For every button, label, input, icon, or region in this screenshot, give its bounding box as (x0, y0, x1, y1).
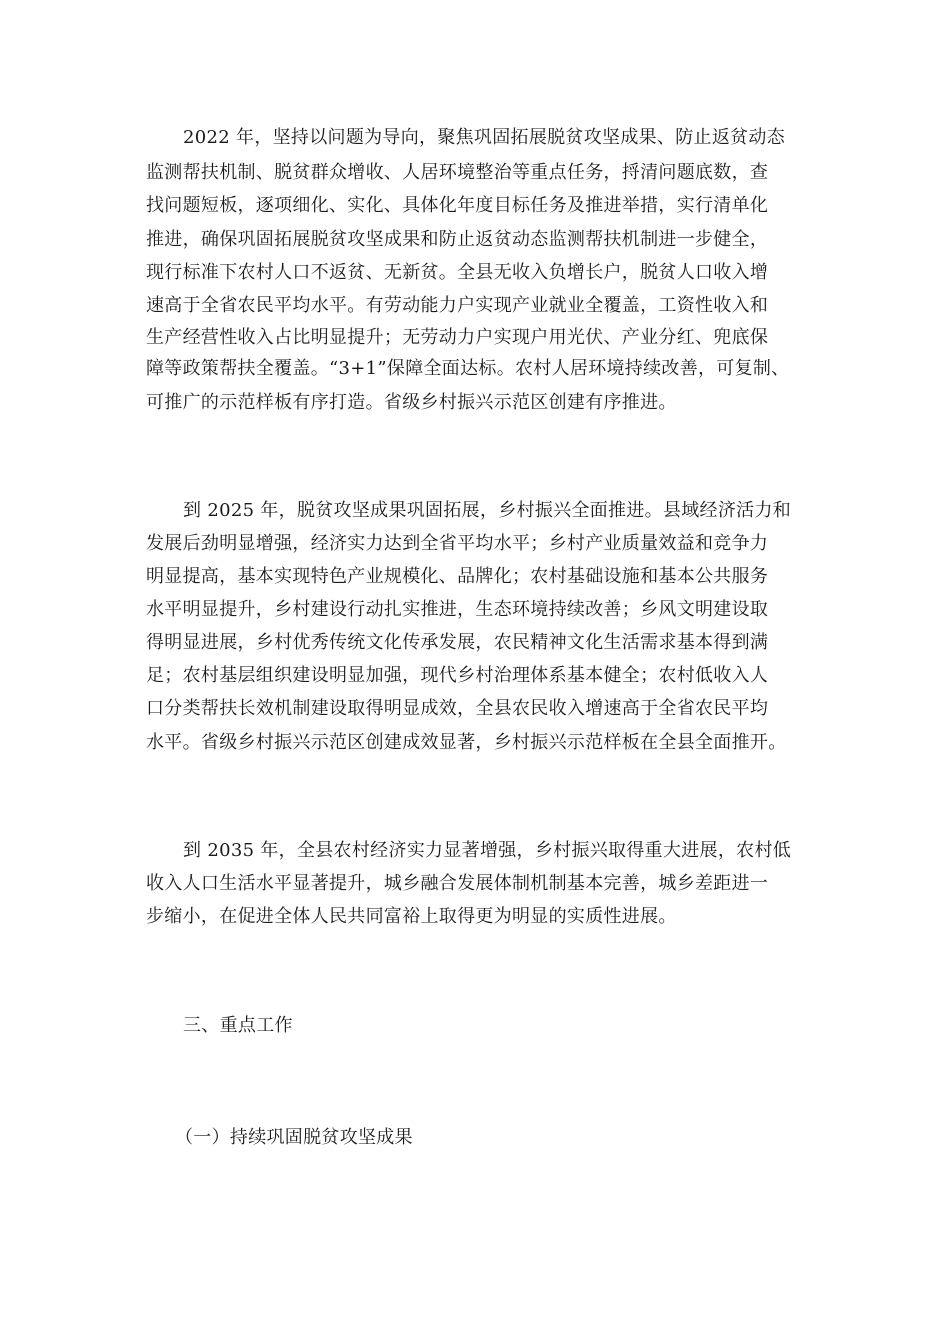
paragraph-line: 速高于全省农民平均水平。有劳动能力户实现产业就业全覆盖，工资性收入和 (146, 295, 769, 316)
subsection-heading: （一）持续巩固脱贫攻坚成果 (175, 1127, 413, 1148)
paragraph-line: 2022 年，坚持以问题为导向，聚焦巩固拓展脱贫攻坚成果、防止返贫动态 (183, 127, 786, 148)
section-heading: 三、重点工作 (183, 1015, 293, 1036)
paragraph-line: 得明显进展，乡村优秀传统文化传承发展，农民精神文化生活需求基本得到满 (146, 632, 769, 653)
paragraph-line: 障等政策帮扶全覆盖。“3+1”保障全面达标。农村人居环境持续改善，可复制、 (146, 358, 790, 379)
paragraph-line: 生产经营性收入占比明显提升；无劳动力户实现户用光伏、产业分红、兜底保 (146, 327, 769, 348)
paragraph-line: 监测帮扶机制、脱贫群众增收、人居环境整治等重点任务，捋清问题底数，查 (146, 162, 769, 183)
paragraph-line: 水平明显提升，乡村建设行动扎实推进，生态环境持续改善；乡风文明建设取 (146, 599, 769, 620)
paragraph-line: 水平。省级乡村振兴示范区创建成效显著，乡村振兴示范样板在全县全面推开。 (146, 732, 787, 753)
paragraph-line: 明显提高，基本实现特色产业规模化、品牌化；农村基础设施和基本公共服务 (146, 566, 769, 587)
paragraph-line: 收入人口生活水平显著提升，城乡融合发展体制机制基本完善，城乡差距进一 (146, 873, 769, 894)
paragraph-line: 推进，确保巩固拓展脱贫攻坚成果和防止返贫动态监测帮扶机制进一步健全， (146, 229, 769, 250)
paragraph-line: 到 2025 年，脱贫攻坚成果巩固拓展，乡村振兴全面推进。县域经济活力和 (183, 500, 792, 521)
paragraph-line: 现行标准下农村人口不返贫、无新贫。全县无收入负增长户，脱贫人口收入增 (146, 262, 769, 283)
paragraph-line: 足；农村基层组织建设明显加强，现代乡村治理体系基本健全；农村低收入人 (146, 665, 769, 686)
paragraph-line: 发展后劲明显增强，经济实力达到全省平均水平；乡村产业质量效益和竞争力 (146, 533, 769, 554)
paragraph-line: 步缩小，在促进全体人民共同富裕上取得更为明显的实质性进展。 (146, 906, 677, 927)
paragraph-line: 找问题短板，逐项细化、实化、具体化年度目标任务及推进举措，实行清单化 (146, 195, 769, 216)
paragraph-line: 到 2035 年，全县农村经济实力显著增强，乡村振兴取得重大进展，农村低 (183, 840, 792, 861)
paragraph-line: 口分类帮扶长效机制建设取得明显成效，全县农民收入增速高于全省农民平均 (146, 698, 769, 719)
paragraph-line: 可推广的示范样板有序打造。省级乡村振兴示范区创建有序推进。 (146, 392, 677, 413)
